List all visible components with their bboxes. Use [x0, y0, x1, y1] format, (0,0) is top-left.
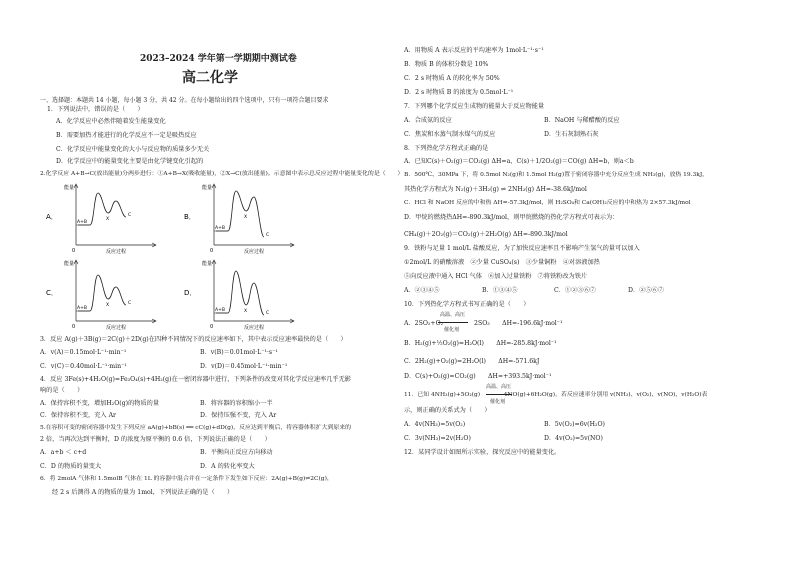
q10-option-d: D．C(s)+O₂(g)=CO₂(g) ΔH=+393.5kJ·mol⁻¹ [404, 373, 552, 380]
graph-option-label: C． [46, 289, 58, 297]
intermediate-label: X [106, 217, 110, 222]
q6-option-c: C．2 s 时物质 A 的转化率为 50% [404, 75, 500, 82]
q10-option-c: C．2H₂(g)+O₂(g)=2H₂O(l) ΔH=-571.6kJ [404, 358, 540, 365]
y-axis-label: 能量 [202, 185, 213, 191]
q1-option-c: C．化学反应中能量变化的大小与反应物的质量多少无关 [56, 146, 210, 153]
q7-option-d: D．生石灰制熟石灰 [544, 131, 599, 138]
q1-option-a: A．化学反应中必然伴随着发生能量变化 [56, 118, 166, 125]
q8-option-b: B．500℃、30MPa 下，将 0.5mol N₂(g)和 1.5mol H₂(g)置于密闭容器中充分反应生成 NH₃(g)，放热 19.3kJ， [404, 172, 709, 178]
q8-option-b-cont: 其热化学方程式为 N₂(g)＋3H₂(g) ⇌ 2NH₃(g) ΔH=-38.6kJ/mol [404, 186, 587, 193]
y-axis-label: 能量 [64, 185, 75, 191]
q11-condition-bottom: 催化剂 [490, 399, 506, 405]
q7-option-c: C．焦炭和水蒸气制水煤气的反应 [404, 131, 496, 138]
reactant-label: A+B [215, 308, 225, 313]
q3-option-b: B．v(B)＝0.01mol·L⁻¹·s⁻¹ [200, 349, 278, 356]
section-instructions: 一、选择题：本题共 14 小题，每小题 3 分，共 42 分。在每小题给出的四个选项中，只有一项符合题目要求 [40, 97, 329, 104]
question-3: 3．反应 A(g)＋3B(g)＝2C(g)＋2D(g)在四种不同情况下的反应速率如下，其中表示反应速率最快的是（ ） [40, 336, 347, 343]
q6-option-d: D．2 s 时物质 B 的浓度为 0.5mol·L⁻¹ [404, 89, 514, 96]
q9-choices-1: ①2mol/L 的硝酸溶液 ②少量 CuSO₄(s) ③少量铜粉 ④对溶液加热 [404, 259, 600, 266]
question-6: 6．将 2molA 气体和 1.5molB 气体在 1L 的容器中混合并在一定条件下发生如下反应：2A(g)+B(g)⇌2C(g)， [40, 476, 333, 482]
product-label: C [266, 233, 270, 238]
q1-option-d: D．化学反应中的能量变化主要是由化学键变化引起的 [56, 158, 204, 165]
question-7: 7．下列哪个化学反应生成物的能量大于反应物能量 [404, 103, 545, 110]
question-2: 2.化学反应 A+B→C(放出能量)分两步进行：①A+B→X(吸收能量)，②X→C(放出能量)。示意图中表示总反应过程中能量变化的是（ ） [40, 171, 404, 177]
question-4-cont: 响的是（ ） [40, 387, 84, 394]
q6-option-b: B．物质 B 的体积分数是 10% [404, 61, 489, 68]
graph-c [46, 260, 156, 331]
energy-diagrams [32, 183, 362, 331]
question-1: 1．下列说法中，错误的是（ ） [47, 106, 144, 113]
q5-option-c: C．D 的物质的量变大 [40, 463, 102, 470]
q11-option-b: B．5v(O₂)=6v(H₂O) [544, 421, 605, 428]
graph-b [184, 184, 294, 255]
x-axis-label: 反应过程 [106, 325, 127, 331]
q10-arrow [438, 322, 468, 323]
q8-option-c: C．HCl 和 NaOH 反应的中和热 ΔH=-57.3kJ/mol，则 H₂SO₄和 Ca(OH)₂反应的中和热为 2×57.3kJ/mol [404, 200, 691, 206]
q4-option-d: D．保持压强不变，充入 Ar [200, 412, 277, 419]
question-10: 10．下列热化学方程式书写正确的是（ ） [404, 301, 530, 308]
q7-option-b: B．NaOH 与稀醋酸的反应 [544, 117, 620, 124]
q11-option-a: A．4v(NH₃)=5v(O₂) [404, 421, 466, 428]
q3-option-d: D．v(D)＝0.45mol·L⁻¹·min⁻¹ [200, 363, 288, 370]
question-4: 4．反应 3Fe(s)+4H₂O(g)=Fe₃O₄(s)+4H₂(g)在一密闭容器中进行，下列条件的改变对其化学反应速率几乎无影 [40, 376, 351, 383]
q4-option-c: C．保持容积不变，充入 Ar [40, 412, 117, 419]
q10-option-a: A．2SO₂+O₂ 2SO₃ ΔH=-196.6kJ·mol⁻¹ [404, 320, 563, 327]
q3-option-a: A．v(A)＝0.15mol·L⁻¹·min⁻¹ [40, 349, 127, 356]
q9-option-c: C．①②③⑥⑦ [554, 287, 596, 294]
q6-option-a: A．用物质 A 表示反应的平均速率为 1mol·L⁻¹·s⁻¹ [404, 47, 544, 54]
q4-option-b: B．将容器的容积缩小一半 [200, 400, 273, 407]
q10-condition-bottom: 催化剂 [444, 327, 460, 333]
graph-option-label: A． [46, 213, 58, 221]
x-axis-label: 反应过程 [106, 249, 127, 255]
question-8: 8．下列热化学方程式正确的是 [404, 145, 489, 152]
product-label: C [128, 301, 132, 306]
exam-title: 2023–2024 学年第一学期期中测试卷 [140, 54, 297, 64]
q7-option-a: A．合成氨的反应 [404, 117, 452, 124]
q9-option-a: A．②③④⑤ [404, 287, 440, 294]
q11-option-d: D．4v(O₂)=5v(NO) [544, 435, 603, 442]
question-6-cont: 经 2 s 后测得 A 的物质的量为 1mol，下列说法正确的是（ ） [52, 489, 234, 496]
graph-a [46, 184, 156, 255]
q3-option-c: C．v(C)＝0.40mol·L⁻¹·min⁻¹ [40, 363, 127, 370]
q5-option-b: B．平衡向正反应方向移动 [200, 449, 273, 456]
q9-option-b: B．①③④⑤ [482, 287, 518, 294]
q11-condition-top: 高温、高压 [486, 384, 512, 390]
q5-option-d: D．A 的转化率变大 [200, 463, 255, 470]
origin-label: 0 [72, 248, 76, 254]
question-12: 12．某同学设计如图所示实验，探究反应中的能量变化。 [404, 449, 561, 456]
question-5-cont: 2 倍，当再次达到平衡时，D 的浓度为原平衡的 0.6 倍，下列说法正确的是（ ） [40, 436, 271, 443]
q11-arrow [486, 394, 512, 395]
q4-option-a: A．保持容积不变，增加H₂O(g)的物质的量 [40, 400, 160, 407]
q10-condition-top: 高温、高压 [440, 312, 466, 318]
origin-label: 0 [210, 248, 214, 254]
reactant-label: A+B [215, 226, 225, 231]
q1-option-b: B．需要加热才能进行的化学反应不一定是吸热反应 [56, 132, 197, 139]
y-axis-label: 能量 [64, 261, 75, 267]
q8-option-a: A．已知C(s)＋O₂(g)＝CO₂(g) ΔH=a，C(s)＋1/2O₂(g)＝CO(g) ΔH=b，则a＜b [404, 158, 634, 165]
intermediate-label: X [106, 303, 110, 308]
q5-option-a: A．a+b ＜ c+d [40, 449, 87, 456]
q11-option-c: C．3v(NH₃)=2v(H₂O) [404, 435, 471, 442]
origin-label: 0 [210, 324, 214, 330]
question-11-cont: 示，则正确的关系式为（ ） [404, 407, 491, 414]
graph-d [184, 260, 294, 331]
y-axis-label: 能量 [202, 261, 213, 267]
q9-choices-2: ⑤向反应液中通入 HCl 气体 ⑥加入过量铁粉 ⑦将铁粉改为铁片 [404, 273, 588, 280]
x-axis-label: 反应过程 [244, 325, 265, 331]
origin-label: 0 [72, 324, 76, 330]
graph-option-label: D． [184, 289, 197, 297]
exam-subtitle: 高二化学 [182, 70, 238, 86]
q8-option-d: D．甲烷的燃烧热ΔH=-890.3kJ/mol，则甲烷燃烧的热化学方程式可表示为： [404, 214, 619, 221]
graph-option-label: B． [184, 213, 196, 221]
product-label: C [266, 311, 270, 316]
q9-option-d: D．②⑤⑥⑦ [628, 287, 664, 294]
x-axis-label: 反应过程 [244, 249, 265, 255]
reactant-label: A+B [77, 306, 87, 311]
q10-option-b: B．H₂(g)+½O₂(g)=H₂O(l) ΔH=-285.8kJ·mol⁻¹ [404, 340, 557, 347]
product-label: C [128, 213, 132, 218]
intermediate-label: X [244, 215, 248, 220]
question-11: 11．已知 4NH₃(g)+5O₂(g) 4NO(g)+6H₂O(g)，若反应速率分别用 v(NH₃)、v(O₂)、v(NO)、v(H₂O)表 [404, 392, 708, 398]
question-5: 5.在容积可变的密闭容器中发生下列反应 aA(g)+bB(s) ══ cC(g)+dD(g)，反应达到平衡后，将容器体积扩大到原来的 [40, 425, 352, 431]
reactant-label: A+B [77, 220, 87, 225]
question-9: 9．铁粉与足量 1 mol/L 盐酸反应，为了加快反应速率且不影响产生氢气的量可以加入 [404, 245, 640, 252]
intermediate-label: X [244, 309, 248, 314]
q8-option-d-cont: CH₄(g)＋2O₂(g)＝CO₂(g)＋2H₂O(g) ΔH=-890.3kJ/mol [404, 231, 568, 238]
